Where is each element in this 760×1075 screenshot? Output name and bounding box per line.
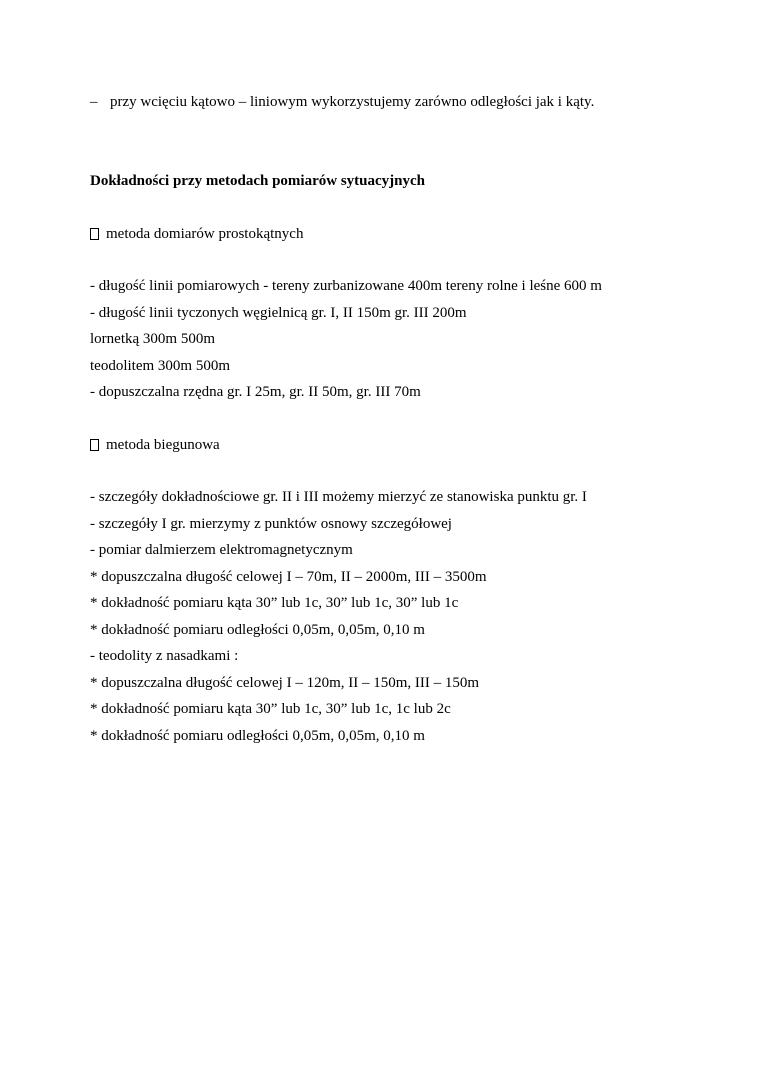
method2-line: - pomiar dalmierzem elektromagnetycznym [90,542,353,558]
intro-text: przy wcięciu kątowo – liniowym wykorzystujemy zarówno odległości jak i kąty. [110,94,595,110]
method2-line: - szczegóły I gr. mierzymy z punktów osnowy szczegółowej [90,516,452,532]
method2-line: * dokładność pomiaru odległości 0,05m, 0,05m, 0,10 m [90,728,425,744]
intro-line [90,93,594,111]
intro-dash: – [90,94,98,110]
method1-line: - długość linii tyczonych węgielnicą gr. I, II 150m gr. III 200m [90,305,467,321]
method2-line: * dokładność pomiaru odległości 0,05m, 0,05m, 0,10 m [90,622,425,638]
method2-line: * dokładność pomiaru kąta 30” lub 1c, 30” lub 1c, 30” lub 1c [90,595,459,611]
method-biegunowa-label [90,436,220,454]
method1-line: - dopuszczalna rzędna gr. I 25m, gr. II 50m, gr. III 70m [90,384,421,400]
method2-line: - szczegóły dokładnościowe gr. II i III możemy mierzyć ze stanowiska punktu gr. I [90,489,587,505]
method-domiary-text: metoda domiarów prostokątnych [106,226,304,242]
method2-line: * dopuszczalna długość celowej I – 70m, II – 2000m, III – 3500m [90,569,487,585]
method2-line: * dopuszczalna długość celowej I – 120m, II – 150m, III – 150m [90,675,480,691]
box-icon [90,228,99,240]
method1-line: teodolitem 300m 500m [90,358,230,374]
box-icon [90,439,99,451]
method2-line: * dokładność pomiaru kąta 30” lub 1c, 30” lub 1c, 1c lub 2c [90,701,451,717]
method-domiary-label [90,225,303,243]
method-biegunowa-text: metoda biegunowa [106,437,220,453]
method1-line: - długość linii pomiarowych - tereny zurbanizowane 400m tereny rolne i leśne 600 m [90,278,602,294]
section-heading: Dokładności przy metodach pomiarów sytuacyjnych [90,173,426,189]
method1-line: lornetką 300m 500m [90,331,215,347]
method2-line: - teodolity z nasadkami : [90,648,239,664]
